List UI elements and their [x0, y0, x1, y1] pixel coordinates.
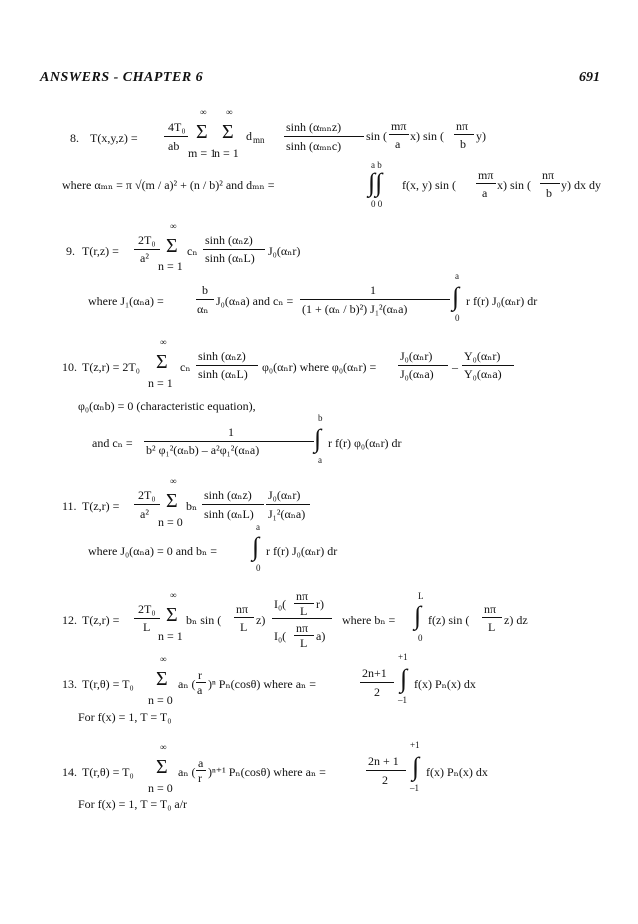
legendre-term: )ⁿ Pₙ(cosθ) where aₙ = [208, 677, 316, 691]
answer-number: 8. [70, 131, 79, 145]
fraction-bar [476, 183, 496, 184]
coefficient: aₙ ( [178, 765, 196, 779]
fraction-bar [360, 682, 394, 683]
fraction-numerator: J₀(αₙr) [268, 488, 301, 502]
fraction-numerator: nπ [484, 602, 497, 616]
sine-function: x) sin ( [410, 129, 444, 143]
legendre-term: )ⁿ⁺¹ Pₙ(cosθ) where aₙ = [208, 765, 326, 779]
coefficient: aₙ ( [178, 677, 196, 691]
summation-symbol: Σ [196, 121, 208, 143]
fraction-bar [272, 618, 332, 619]
integral-symbol: ∫ [412, 752, 420, 781]
integral-lower-limit: 0 [455, 313, 460, 323]
fraction-bar [266, 504, 310, 505]
fraction-numerator: 1 [370, 283, 376, 297]
fraction-numerator: Y₀(αₙr) [464, 349, 501, 363]
fraction-denominator: b² φ₁²(αₙb) – a²φ₁²(αₙa) [146, 443, 260, 457]
summation-symbol: Σ [222, 121, 234, 143]
integrand: r f(r) φ₀(αₙr) dr [328, 436, 402, 450]
fraction-numerator: 2n + 1 [368, 754, 399, 768]
integrand: r f(r) J₀(αₙr) dr [466, 294, 538, 308]
fraction-denominator: L [240, 620, 248, 634]
fraction-bar [482, 617, 502, 618]
equation-lhs: T(r,z) = [82, 244, 119, 258]
bessel-function: J₀(αₙr) [268, 244, 301, 258]
integrand: r f(r) J₀(αₙr) dr [266, 544, 338, 558]
sum-lower-limit: n = 0 [148, 693, 173, 707]
coefficient: d [246, 129, 252, 143]
fraction-bar [203, 249, 265, 250]
sum-lower-limit: n = 0 [158, 515, 183, 529]
fraction-denominator: J₁²(αₙa) [268, 507, 306, 521]
fraction-numerator: sinh (αₙz) [205, 233, 253, 247]
fraction-numerator: 2T₀ [138, 233, 156, 247]
fraction-denominator: sinh (αₘₙc) [286, 139, 342, 153]
sine-function: sin ( [366, 129, 387, 143]
integrand: x) sin ( [497, 178, 531, 192]
special-case-note: For f(x) = 1, T = T₀ a/r [78, 797, 188, 811]
answer-number: 14. [62, 765, 77, 779]
integral-lower-limit: –1 [410, 783, 419, 793]
fraction-denominator: L [488, 620, 496, 634]
summation-symbol: Σ [166, 490, 178, 512]
fraction-numerator: sinh (αₙz) [204, 488, 252, 502]
integral-lower-limit: 0 [418, 633, 423, 643]
sum-upper-limit: ∞ [160, 654, 167, 664]
fraction-numerator: b [202, 283, 208, 297]
integral-upper-limit: L [418, 591, 424, 601]
page-header [40, 70, 600, 90]
sum-lower-limit: n = 1 [158, 629, 183, 643]
fraction-denominator: L [300, 604, 308, 618]
fraction-denominator: sinh (αₙL) [198, 367, 248, 381]
bessel-numerator-tail: r) [316, 597, 324, 611]
fraction-numerator: 4T₀ [168, 120, 186, 134]
phi-function: φ₀(αₙr) where φ₀(αₙr) = [262, 360, 377, 374]
integrand: y) dx dy [561, 178, 601, 192]
equation-lhs: T(z,r) = [82, 613, 120, 627]
fraction-numerator: r [198, 668, 202, 682]
integrand: f(x) Pₙ(x) dx [414, 677, 476, 691]
answer-number: 11. [62, 499, 77, 513]
integral-upper-limit: a [256, 522, 260, 532]
fraction-denominator: a² [140, 251, 149, 265]
fraction-denominator: a² [140, 507, 149, 521]
fraction-denominator: a [395, 137, 401, 151]
bessel-denominator-tail: a) [316, 629, 326, 643]
coefficient: cₙ [187, 244, 198, 258]
characteristic-equation: φ₀(αₙb) = 0 (characteristic equation), [78, 399, 256, 413]
integral-upper-limit: +1 [398, 652, 408, 662]
sum-upper-limit: ∞ [200, 107, 207, 117]
fraction-numerator: 1 [228, 425, 234, 439]
fraction-bar [144, 441, 314, 442]
integral-upper-limit: a [455, 271, 459, 281]
chapter-title: ANSWERS - CHAPTER 6 [40, 70, 204, 85]
sum-lower-limit: n = 0 [148, 781, 173, 795]
integral-lower-limit: a [318, 455, 322, 465]
summation-symbol: Σ [156, 756, 168, 778]
fraction-denominator: b [546, 186, 552, 200]
fraction-numerator: sinh (αₘₙz) [286, 120, 342, 134]
fraction-numerator: J₀(αₙr) [400, 349, 433, 363]
fraction-denominator: 2 [382, 773, 388, 787]
integral-symbol: ∫ [314, 424, 322, 453]
coefficient: cₙ [180, 360, 191, 374]
double-integral-symbol: ∫∫ [368, 168, 383, 197]
fraction-numerator: nπ [296, 621, 309, 635]
bessel-denominator: I₀( [274, 629, 287, 643]
summation-symbol: Σ [166, 235, 178, 257]
summation-symbol: Σ [156, 668, 168, 690]
coefficient-sine: bₙ sin ( [186, 613, 222, 627]
sum-lower-limit: n = 1 [148, 376, 173, 390]
summation-symbol: Σ [156, 351, 168, 373]
fraction-numerator: nπ [456, 119, 469, 133]
bessel-numerator: I₀( [274, 597, 287, 611]
integral-upper-limits: a b [371, 160, 382, 170]
fraction-denominator: a [482, 186, 488, 200]
fraction-denominator: (1 + (αₙ / b)²) J₁²(αₙa) [302, 302, 408, 316]
fraction-numerator: mπ [391, 119, 407, 133]
coefficient-definition: and cₙ = [92, 436, 133, 450]
fraction-bar [202, 504, 264, 505]
fraction-denominator: 2 [374, 685, 380, 699]
integral-lower-limit: 0 [256, 563, 261, 573]
fraction-denominator: sinh (αₙL) [204, 507, 254, 521]
fraction-numerator: 2T₀ [138, 488, 156, 502]
fraction-denominator: a [197, 683, 203, 697]
sum-upper-limit: ∞ [160, 742, 167, 752]
fraction-numerator: 2n+1 [362, 666, 387, 680]
sum-upper-limit: ∞ [170, 590, 177, 600]
fraction-bar [398, 365, 448, 366]
sine-tail: z) [256, 613, 266, 627]
fraction-numerator: mπ [478, 168, 494, 182]
fraction-bar [134, 618, 160, 619]
equation-lhs: T(x,y,z) = [90, 131, 138, 145]
fraction-bar [284, 136, 364, 137]
integral-symbol: ∫ [414, 601, 422, 630]
equation-lhs: T(r,θ) = T₀ [82, 677, 134, 691]
fraction-denominator: Y₀(αₙa) [464, 367, 502, 381]
fraction-numerator: nπ [542, 168, 555, 182]
sum-lower-limit: m = 1 [188, 146, 217, 160]
sum-upper-limit: ∞ [226, 107, 233, 117]
answer-number: 9. [66, 244, 75, 258]
fraction-denominator: L [300, 636, 308, 650]
fraction-bar [300, 299, 450, 300]
fraction-denominator: αₙ [197, 302, 209, 316]
fraction-bar [462, 365, 514, 366]
coefficient-subscript: mn [253, 135, 265, 145]
summation-symbol: Σ [166, 604, 178, 626]
integrand-tail: z) dz [504, 613, 528, 627]
fraction-numerator: 2T₀ [138, 602, 156, 616]
where-clause: where αₘₙ = π √(m / a)² + (n / b)² and dₘₙ = [62, 178, 275, 192]
fraction-numerator: nπ [296, 589, 309, 603]
sum-upper-limit: ∞ [160, 337, 167, 347]
fraction-bar [196, 365, 258, 366]
minus-sign: – [452, 360, 458, 374]
fraction-numerator: a [198, 756, 204, 770]
fraction-denominator: r [198, 771, 202, 785]
fraction-bar [540, 183, 560, 184]
equation-lhs: T(r,θ) = T₀ [82, 765, 134, 779]
integral-symbol: ∫ [252, 532, 260, 561]
coefficient: bₙ [186, 499, 198, 513]
fraction-denominator: sinh (αₙL) [205, 251, 255, 265]
answer-number: 12. [62, 613, 77, 627]
integrand: f(x) Pₙ(x) dx [426, 765, 488, 779]
integral-lower-limit: –1 [398, 695, 407, 705]
page-number: 691 [579, 70, 600, 85]
sum-upper-limit: ∞ [170, 476, 177, 486]
integrand: f(x, y) sin ( [402, 178, 456, 192]
integral-symbol: ∫ [400, 664, 408, 693]
fraction-bar [389, 134, 409, 135]
equation-lhs: T(z,r) = [82, 499, 120, 513]
integral-symbol: ∫ [452, 282, 460, 311]
integral-upper-limit: b [318, 413, 323, 423]
where-clause: J₀(αₙa) and cₙ = [216, 294, 294, 308]
integral-lower-limits: 0 0 [371, 199, 383, 209]
fraction-bar [134, 249, 160, 250]
fraction-bar [134, 504, 160, 505]
closing-term: y) [476, 129, 486, 143]
integral-upper-limit: +1 [410, 740, 420, 750]
answer-number: 10. [62, 360, 77, 374]
special-case-note: For f(x) = 1, T = T₀ [78, 710, 172, 724]
fraction-bar [454, 134, 474, 135]
sum-lower-limit: n = 1 [158, 259, 183, 273]
where-clause: where bₙ = [342, 613, 396, 627]
fraction-denominator: ab [168, 139, 180, 153]
fraction-bar [196, 299, 214, 300]
answer-number: 13. [62, 677, 77, 691]
fraction-denominator: b [460, 137, 466, 151]
where-clause: where J₀(αₙa) = 0 and bₙ = [88, 544, 218, 558]
fraction-bar [164, 136, 188, 137]
sum-upper-limit: ∞ [170, 221, 177, 231]
fraction-bar [366, 770, 406, 771]
equation-lhs: T(z,r) = 2T₀ [82, 360, 140, 374]
fraction-numerator: sinh (αₙz) [198, 349, 246, 363]
integrand: f(z) sin ( [428, 613, 470, 627]
sum-lower-limit: n = 1 [214, 146, 239, 160]
fraction-denominator: J₀(αₙa) [400, 367, 434, 381]
fraction-bar [234, 617, 254, 618]
where-clause: where J₁(αₙa) = [88, 294, 164, 308]
fraction-denominator: L [143, 620, 151, 634]
fraction-numerator: nπ [236, 602, 249, 616]
